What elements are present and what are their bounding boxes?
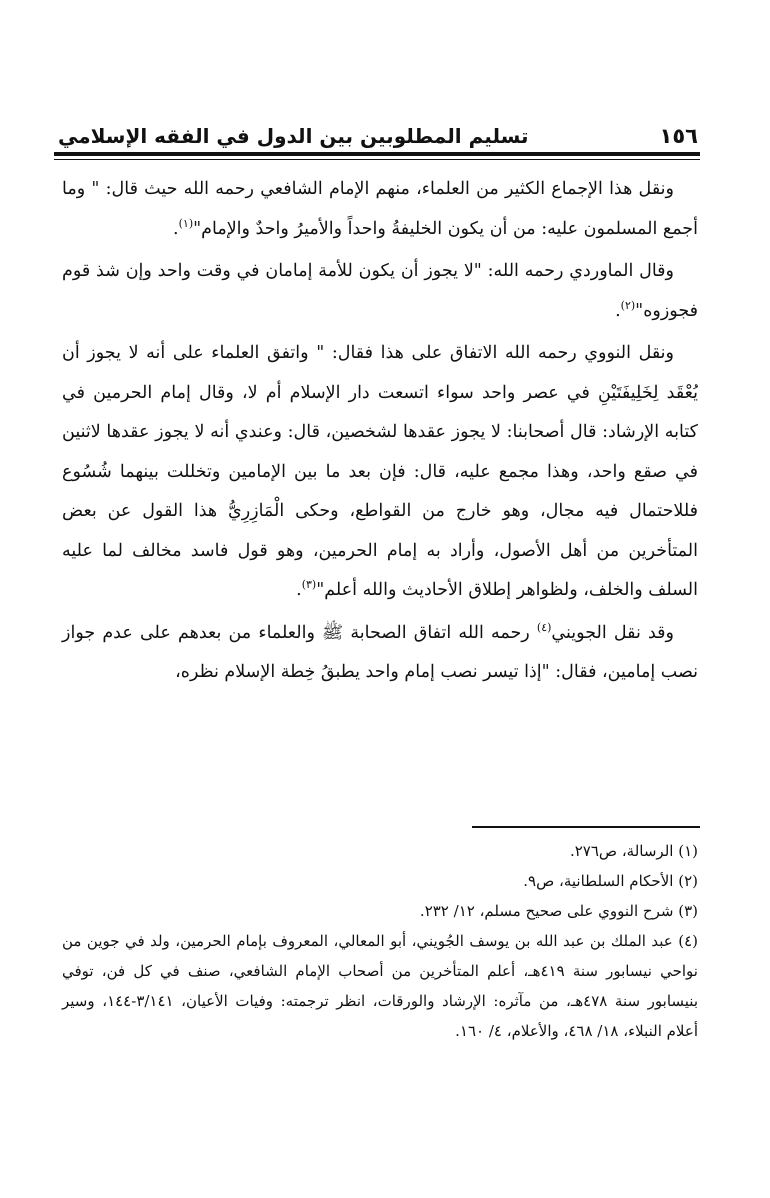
paragraph-text: وقال الماوردي رحمه الله: "لا يجوز أن يكون للأمة إمامان في وقت واحد وإن شذ قوم فجوزوه" bbox=[62, 261, 698, 321]
footnote bbox=[62, 896, 698, 926]
paragraph bbox=[62, 252, 698, 331]
footnote-separator bbox=[472, 826, 700, 828]
page-header bbox=[58, 112, 698, 148]
paragraph-text: وقد نقل الجويني bbox=[551, 622, 674, 643]
paragraph bbox=[62, 334, 698, 611]
footnote-text: الرسالة، ص٢٧٦. bbox=[569, 842, 674, 860]
footnote bbox=[62, 866, 698, 896]
footnote-number: (١) bbox=[678, 842, 698, 860]
paragraph-text: ونقل النووي رحمه الله الاتفاق على هذا فقال: " واتفق العلماء على أنه لا يجوز أن يُعْقَد لِخَلِيفَتَيْنِ في عصر واحد سواء اتسعت دار الإسلام أم لا، وقال إمام الحرمين في كتابه الإرشاد: قال أصحابنا: لا يجوز عقدها لشخصين، قال: وعندي أنه لا يجوز عقدها لاثنين في صقع واحد، وهذا مجمع عليه، قال: فإن بعد ما بين الإمامين وتخللت بينهما شُسُوع فللاحتمال فيه مجال، وهو خارج من القواطع، وحكى الْمَازِرِيُّ هذا القول عن بعض المتأخرين من أهل الأصول، وأراد به إمام الحرمين، وهو قول فاسد مخالف لما عليه السلف والخلف، ولظواهر إطلاق الأحاديث والله أعلم" bbox=[62, 343, 698, 600]
footnote-number: (٤) bbox=[678, 932, 698, 950]
page-number: ١٥٦ bbox=[659, 124, 698, 148]
footnote-text: عبد الملك بن عبد الله بن يوسف الجُويني، أبو المعالي، المعروف بإمام الحرمين، ولد في جوين من نواحي نيسابور سنة ٤١٩هـ، أعلم المتأخرين من أصحاب الإمام الشافعي، صنف في كل فن، توفي بنيسابور سنة ٤٧٨هـ، من مآثره: الإرشاد والورقات، انظر ترجمته: وفيات الأعيان، ٣/١٤١-١٤٤، وسير أعلام النبلاء، ١٨/ ٤٦٨، والأعلام، ٤/ ١٦٠. bbox=[62, 932, 698, 1040]
footnote-number: (٣) bbox=[678, 902, 698, 920]
footnote-text: الأحكام السلطانية، ص٩. bbox=[523, 872, 674, 890]
footnote bbox=[62, 926, 698, 1046]
footnote-ref: (٢) bbox=[620, 298, 636, 312]
footnote bbox=[62, 836, 698, 866]
main-text bbox=[62, 170, 698, 696]
footnote-ref: (١) bbox=[178, 216, 194, 230]
paragraph-end: رحمه الله اتفاق الصحابة ﷺ والعلماء من بعدهم على عدم جواز نصب إمامين، فقال: "إذا تيسر نصب إمام واحد يطبقُ خِطة الإسلام نظره، bbox=[62, 622, 698, 682]
footnote-ref: (٤) bbox=[536, 620, 552, 634]
footnote-ref: (٣) bbox=[301, 578, 317, 592]
paragraph-text: ونقل هذا الإجماع الكثير من العلماء، منهم الإمام الشافعي رحمه الله حيث قال: " وما أجمع المسلمون عليه: من أن يكون الخليفةُ واحداً والأميرُ واحدٌ والإمام" bbox=[62, 179, 698, 239]
paragraph bbox=[62, 170, 698, 249]
header-rule-thick bbox=[54, 152, 700, 156]
footnote-number: (٢) bbox=[678, 872, 698, 890]
header-rule-thin bbox=[54, 159, 700, 160]
paragraph-end: . bbox=[173, 218, 179, 239]
running-title: تسليم المطلوبين بين الدول في الفقه الإسلامي bbox=[58, 124, 529, 148]
paragraph-end: . bbox=[296, 580, 302, 600]
footnotes bbox=[62, 836, 698, 1046]
paragraph-end: . bbox=[615, 300, 621, 321]
paragraph bbox=[62, 614, 698, 693]
footnote-text: شرح النووي على صحيح مسلم، ١٢/ ٢٣٢. bbox=[419, 902, 674, 920]
